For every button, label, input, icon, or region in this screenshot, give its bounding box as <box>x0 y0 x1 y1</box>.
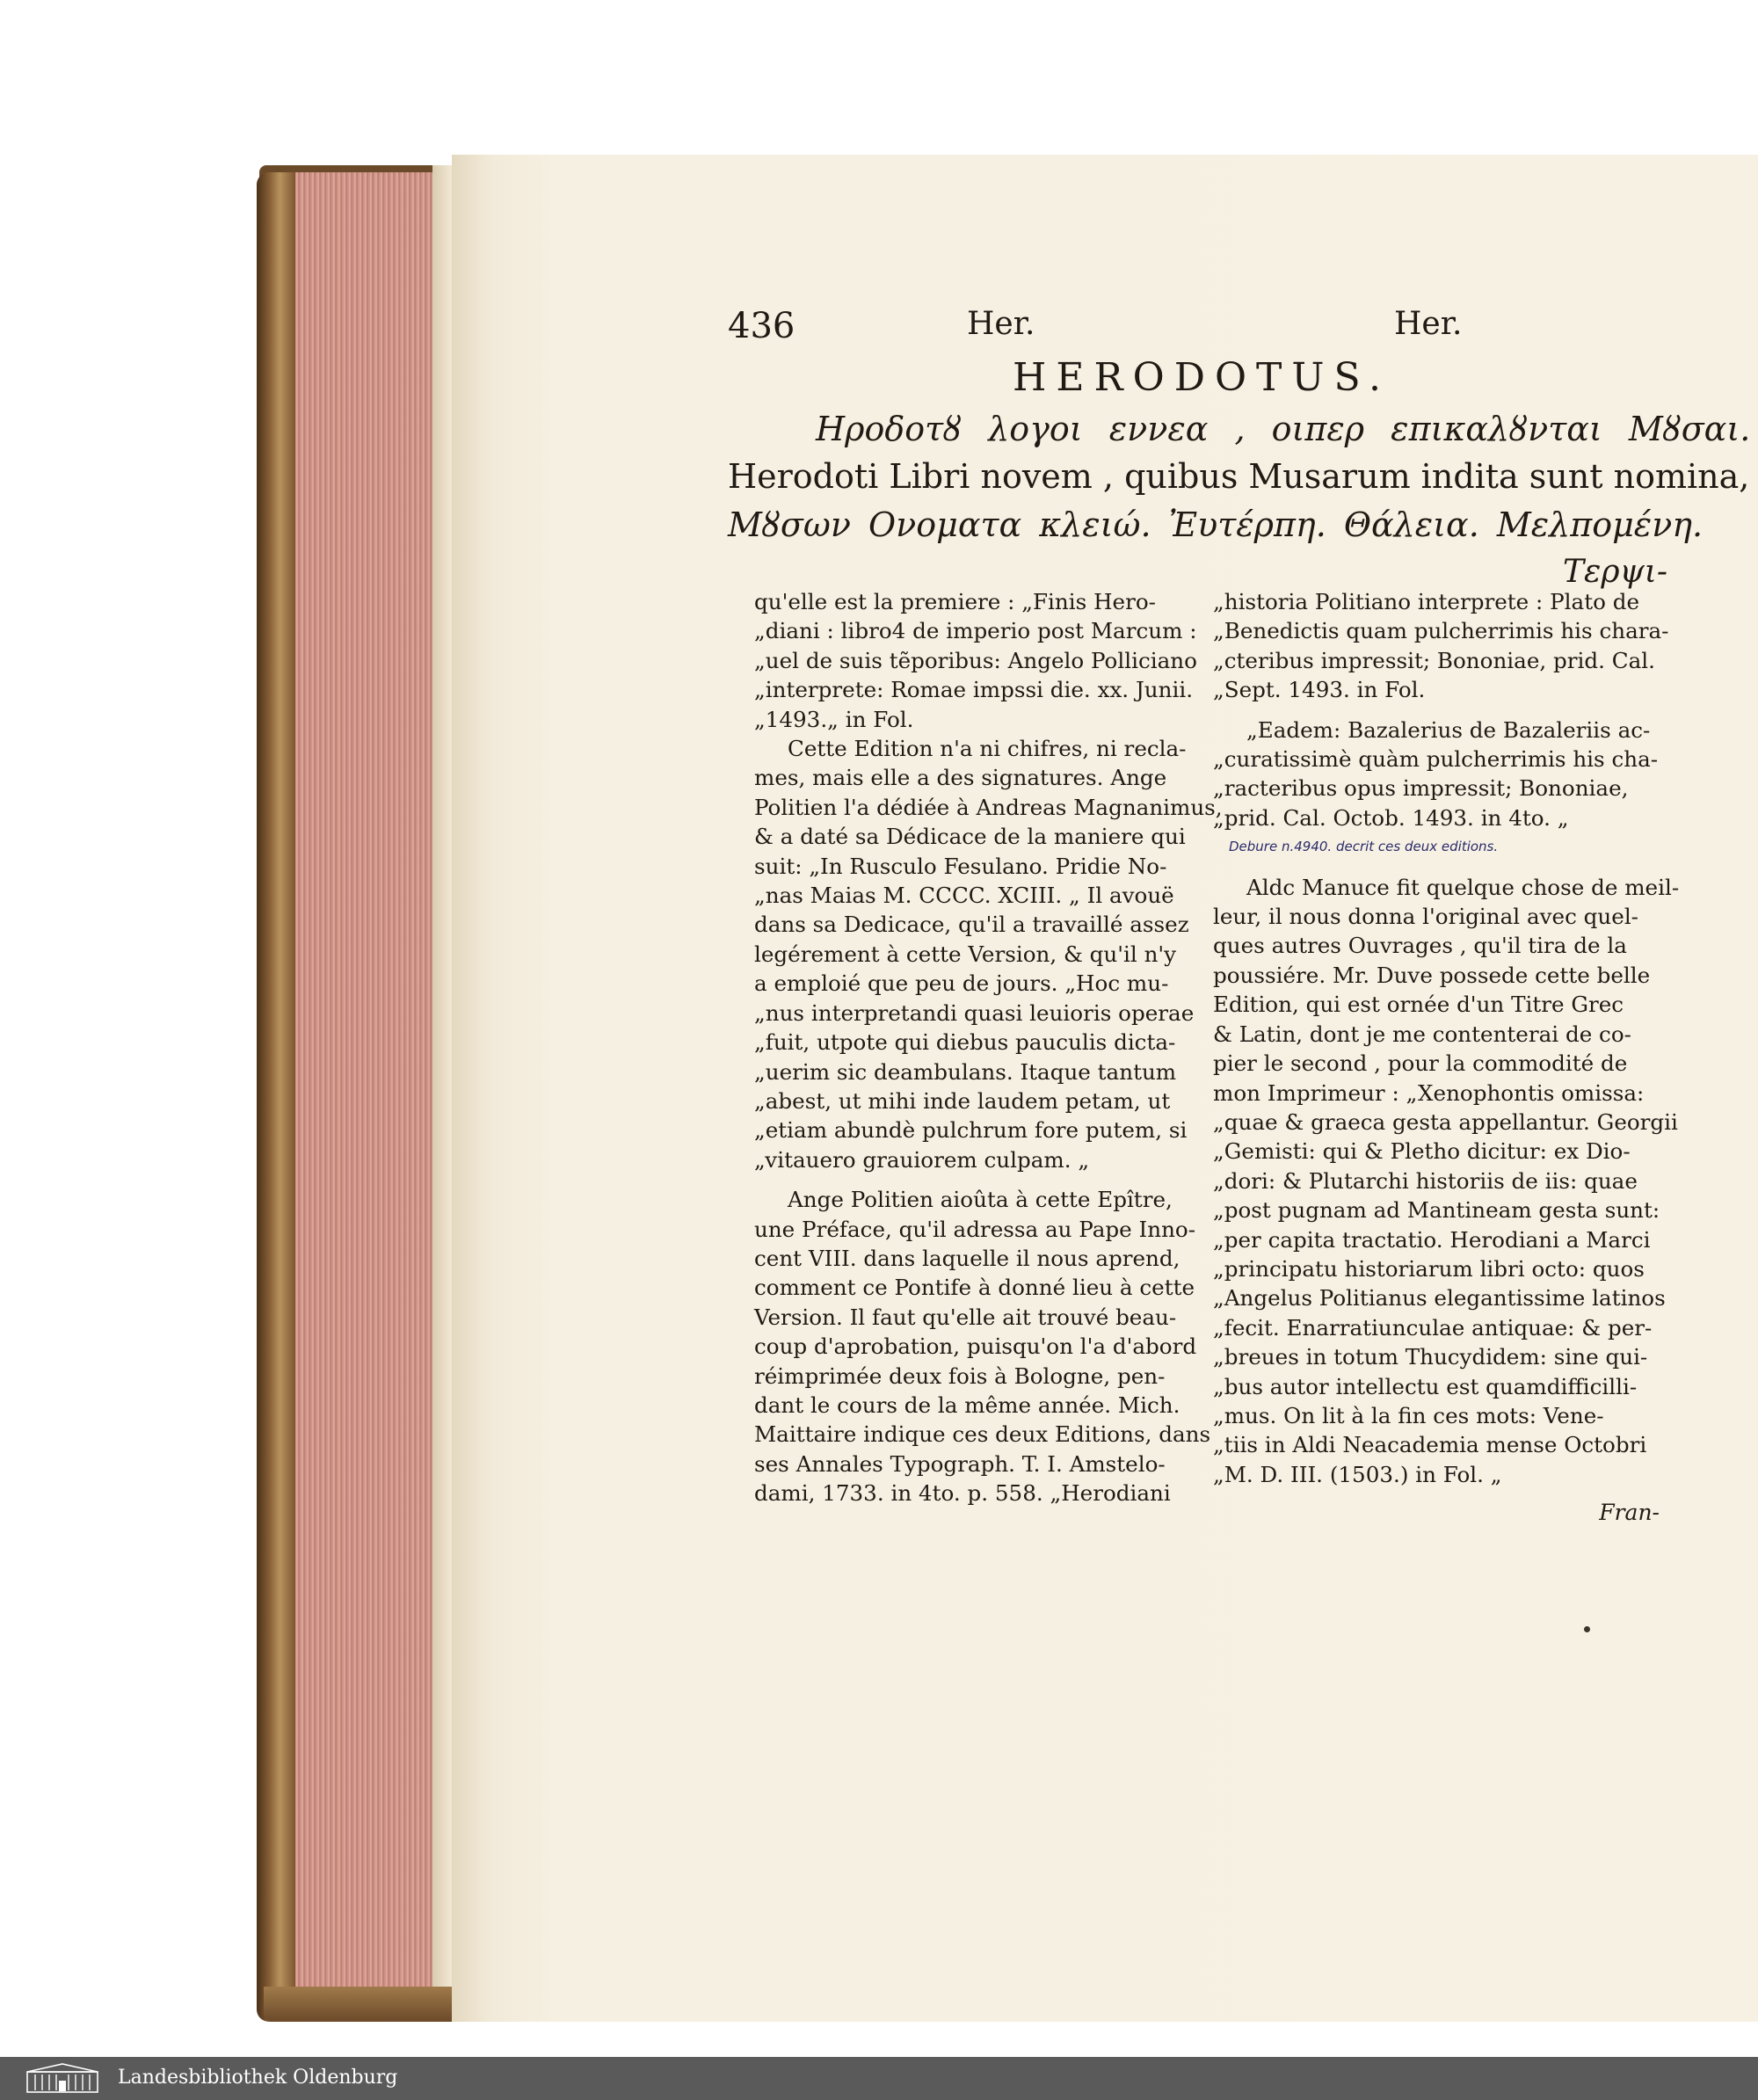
text-line: „Sept. 1493. in Fol. <box>1213 677 1426 703</box>
latin-title-line: Herodoti Libri novem , quibus Musarum indita sunt nomina, <box>728 457 1750 496</box>
text-line: „diani : libro4 de imperio post Marcum : <box>754 618 1197 644</box>
library-name: Landesbibliothek Oldenburg <box>118 2067 398 2089</box>
paragraph-gap <box>754 1174 1192 1185</box>
text-line: „interprete: Romae impssi die. xx. Junii. <box>754 677 1194 703</box>
left-text-column <box>754 587 1223 1508</box>
greek-muses-line: Μȣσων Ονοματα κλειώ. Ἐυτέρπη. Θάλεια. Μελπομένη. <box>728 505 1704 544</box>
text-line: leur, il nous donna l'original avec quel- <box>1213 904 1638 930</box>
text-line: mes, mais elle a des signatures. Ange <box>754 765 1167 791</box>
text-line: & a daté sa Dédicace de la maniere qui <box>754 824 1186 850</box>
entry-title: HERODOTUS. <box>1013 355 1391 400</box>
text-line: ques autres Ouvrages , qu'il tira de la <box>1213 933 1627 959</box>
text-line: „prid. Cal. Octob. 1493. in 4to. „ <box>1213 804 1569 831</box>
text-line: „dori: & Plutarchi historiis de iis: quae <box>1213 1167 1638 1194</box>
text-line: „historia Politiano interprete : Plato de <box>1213 589 1640 614</box>
text-line: „curatissimè quàm pulcherrimis his cha- <box>1213 746 1659 773</box>
text-line: comment ce Pontife à donné lieu à cette <box>754 1275 1195 1301</box>
page-edges-highlight <box>432 165 452 2015</box>
text-line: „breues in totum Thucydidem: sine qui- <box>1213 1344 1648 1370</box>
text-line: „vitauero grauiorem culpam. „ <box>754 1146 1090 1173</box>
page-number: 436 <box>728 306 795 346</box>
text-line: coup d'aprobation, puisqu'on l'a d'abord <box>754 1333 1197 1360</box>
text-line: dans sa Dedicace, qu'il a travaillé assez <box>754 912 1189 938</box>
text-line: „etiam abundè pulchrum fore putem, si <box>754 1117 1188 1144</box>
text-line: „uerim sic deambulans. Itaque tantum <box>754 1058 1177 1085</box>
paragraph-gap <box>1213 862 1660 873</box>
text-line: „principatu historiarum libri octo: quos <box>1213 1255 1645 1282</box>
library-footer-bar <box>0 2057 1758 2100</box>
library-building-icon <box>26 2063 98 2093</box>
text-line: Maittaire indique ces deux Editions, dans <box>754 1421 1211 1448</box>
text-line: Version. Il faut qu'elle ait trouvé beau- <box>754 1304 1177 1330</box>
text-line: „mus. On lit à la fin ces mots: Vene- <box>1213 1402 1604 1428</box>
text-line: Cette Edition n'a ni chifres, ni recla- <box>788 736 1187 762</box>
text-line: „racteribus opus impressit; Bononiae, <box>1213 775 1629 802</box>
book-cover-edge <box>257 172 295 2022</box>
text-line: qu'elle est la premiere : „Finis Hero- <box>754 589 1156 614</box>
text-line: Edition, qui est ornée d'un Titre Grec <box>1213 992 1624 1018</box>
text-line: mon Imprimeur : „Xenophontis omissa: <box>1213 1079 1645 1106</box>
text-line: „fecit. Enarratiunculae antiquae: & per- <box>1213 1314 1653 1341</box>
text-line: ses Annales Typograph. T. I. Amstelo- <box>754 1450 1166 1477</box>
text-line: suit: „In Rusculo Fesulano. Pridie No- <box>754 853 1167 879</box>
text-line: réimprimée deux fois à Bologne, pen- <box>754 1362 1166 1389</box>
handwritten-annotation: Debure n.4940. decrit ces deux editions. <box>1229 839 1499 855</box>
text-line: une Préface, qu'il adressa au Pape Inno- <box>754 1216 1196 1242</box>
text-line: pier le second , pour la commodité de <box>1213 1050 1628 1077</box>
text-line: & Latin, dont je me contenterai de co- <box>1213 1021 1631 1047</box>
text-line: „cteribus impressit; Bononiae, prid. Cal. <box>1213 647 1655 673</box>
text-line: poussiére. Mr. Duve possede cette belle <box>1213 962 1651 988</box>
text-line: dami, 1733. in 4to. p. 558. „Herodiani <box>754 1480 1171 1507</box>
text-line: „M. D. III. (1503.) in Fol. „ <box>1213 1461 1502 1487</box>
text-line: „Eadem: Bazalerius de Bazaleriis ac- <box>1246 716 1651 743</box>
text-line: „quae & graeca gesta appellantur. Georgii <box>1213 1108 1678 1135</box>
book-spine-bottom <box>264 1987 466 2022</box>
text-line: „1493.„ in Fol. <box>754 706 914 732</box>
text-line: „nas Maias M. CCCC. XCIII. „ Il avouë <box>754 883 1174 909</box>
text-line: Ange Politien aioûta à cette Epître, <box>788 1187 1173 1213</box>
text-line: Aldc Manuce fit quelque chose de meil- <box>1246 874 1680 900</box>
right-text-column <box>1213 587 1680 1528</box>
text-line: „post pugnam ad Mantineam gesta sunt: <box>1213 1197 1660 1224</box>
text-line: „fuit, utpote qui diebus pauculis dicta- <box>754 1029 1176 1056</box>
text-line: „abest, ut mihi inde laudem petam, ut <box>754 1087 1171 1114</box>
text-line: „per capita tractatio. Herodiani a Marci <box>1213 1226 1651 1253</box>
text-line: „tiis in Aldi Neacademia mense Octobri <box>1213 1432 1647 1458</box>
text-line: a emploié que peu de jours. „Hoc mu- <box>754 970 1169 997</box>
ink-dot <box>1584 1626 1590 1632</box>
text-line: Politien l'a dédiée à Andreas Magnanimus, <box>754 794 1223 820</box>
text-line: „uel de suis tẽporibus: Angelo Polliciano <box>754 647 1197 673</box>
greek-title-line: Ηροδοτȣ λογοι εννεα , οιπερ επικαλȣνται Μȣσαι. <box>816 410 1751 448</box>
text-line: legérement à cette Version, & qu'il n'y <box>754 941 1177 967</box>
text-line: „Angelus Politianus elegantissime latinos <box>1213 1285 1666 1312</box>
paragraph-gap <box>1213 705 1660 716</box>
running-header-right: Her. <box>1394 306 1463 342</box>
text-line: cent VIII. dans laquelle il nous aprend, <box>754 1245 1180 1271</box>
catchword: Fran- <box>1599 1500 1660 1526</box>
text-line: „nus interpretandi quasi leuioris operae <box>754 999 1195 1026</box>
text-line: „Benedictis quam pulcherrimis his chara- <box>1213 618 1669 644</box>
page-edges-block <box>295 172 432 2009</box>
text-line: dant le cours de la même année. Mich. <box>754 1392 1180 1418</box>
text-line: „bus autor intellectu est quamdifficilli- <box>1213 1373 1638 1399</box>
greek-title-continuation: Τερψι- <box>1563 554 1668 590</box>
running-header-left: Her. <box>967 306 1035 342</box>
text-line: „Gemisti: qui & Pletho dicitur: ex Dio- <box>1213 1138 1631 1165</box>
